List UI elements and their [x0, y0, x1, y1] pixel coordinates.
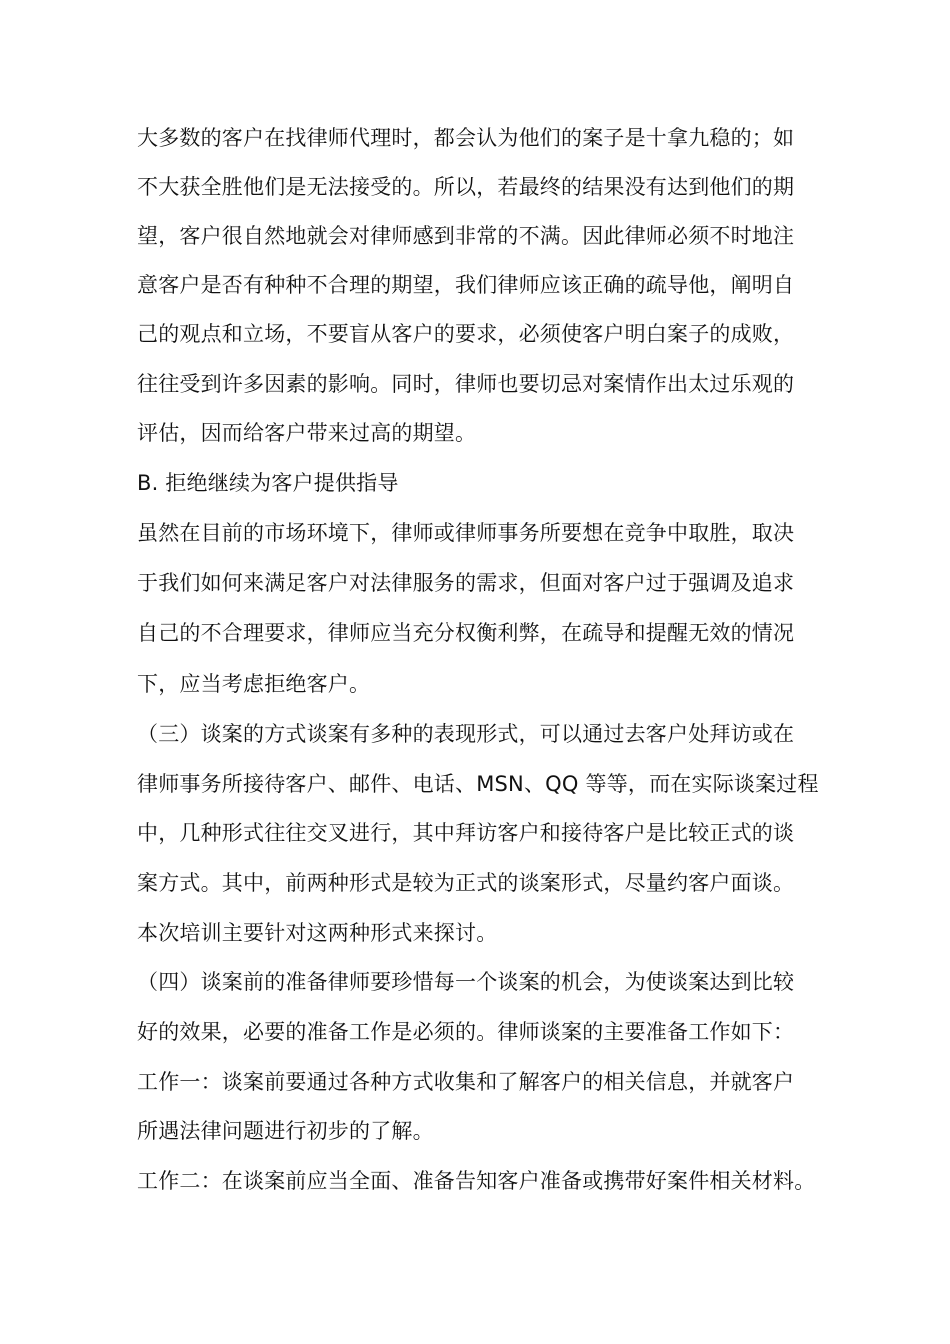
text-line: 大多数的客户在找律师代理时，都会认为他们的案子是十拿九稳的；如 [137, 126, 795, 150]
text-line: 工作一：谈案前要通过各种方式收集和了解客户的相关信息，并就客户 [137, 1070, 795, 1094]
text-line: 好的效果，必要的准备工作是必须的。律师谈案的主要准备工作如下： [137, 1020, 795, 1044]
text-line: 本次培训主要针对这两种形式来探讨。 [137, 921, 498, 945]
text-line: 意客户是否有种种不合理的期望，我们律师应该正确的疏导他，阐明自 [137, 273, 795, 297]
text-line: 望，客户很自然地就会对律师感到非常的不满。因此律师必须不时地注 [137, 224, 795, 248]
text-line: 案方式。其中，前两种形式是较为正式的谈案形式，尽量约客户面谈。 [137, 871, 795, 895]
text-line: 不大获全胜他们是无法接受的。所以，若最终的结果没有达到他们的期 [137, 175, 795, 199]
text-line: 评估，因而给客户带来过高的期望。 [137, 421, 477, 445]
section-heading: B. 拒绝继续为客户提供指导 [137, 471, 399, 495]
text-line: （三）谈案的方式谈案有多种的表现形式，可以通过去客户处拜访或在 [137, 722, 795, 746]
text-line: 于我们如何来满足客户对法律服务的需求，但面对客户过于强调及追求 [137, 571, 795, 595]
text-line: （四）谈案前的准备律师要珍惜每一个谈案的机会，为使谈案达到比较 [137, 970, 795, 994]
text-line: 工作二：在谈案前应当全面、准备告知客户准备或携带好案件相关材料。 [137, 1169, 816, 1193]
text-line: 自己的不合理要求，律师应当充分权衡利弊，在疏导和提醒无效的情况 [137, 621, 795, 645]
text-line: 己的观点和立场，不要盲从客户的要求，必须使客户明白案子的成败， [137, 322, 795, 346]
text-line: 下，应当考虑拒绝客户。 [137, 672, 371, 696]
text-line: 虽然在目前的市场环境下，律师或律师事务所要想在竞争中取胜，取决 [137, 521, 795, 545]
text-line: 往往受到许多因素的影响。同时，律师也要切忌对案情作出太过乐观的 [137, 372, 795, 396]
text-line: 中，几种形式往往交叉进行，其中拜访客户和接待客户是比较正式的谈 [137, 821, 795, 845]
text-line: 律师事务所接待客户、邮件、电话、MSN、QQ 等等，而在实际谈案过程 [137, 772, 819, 796]
text-line: 所遇法律问题进行初步的了解。 [137, 1119, 434, 1143]
